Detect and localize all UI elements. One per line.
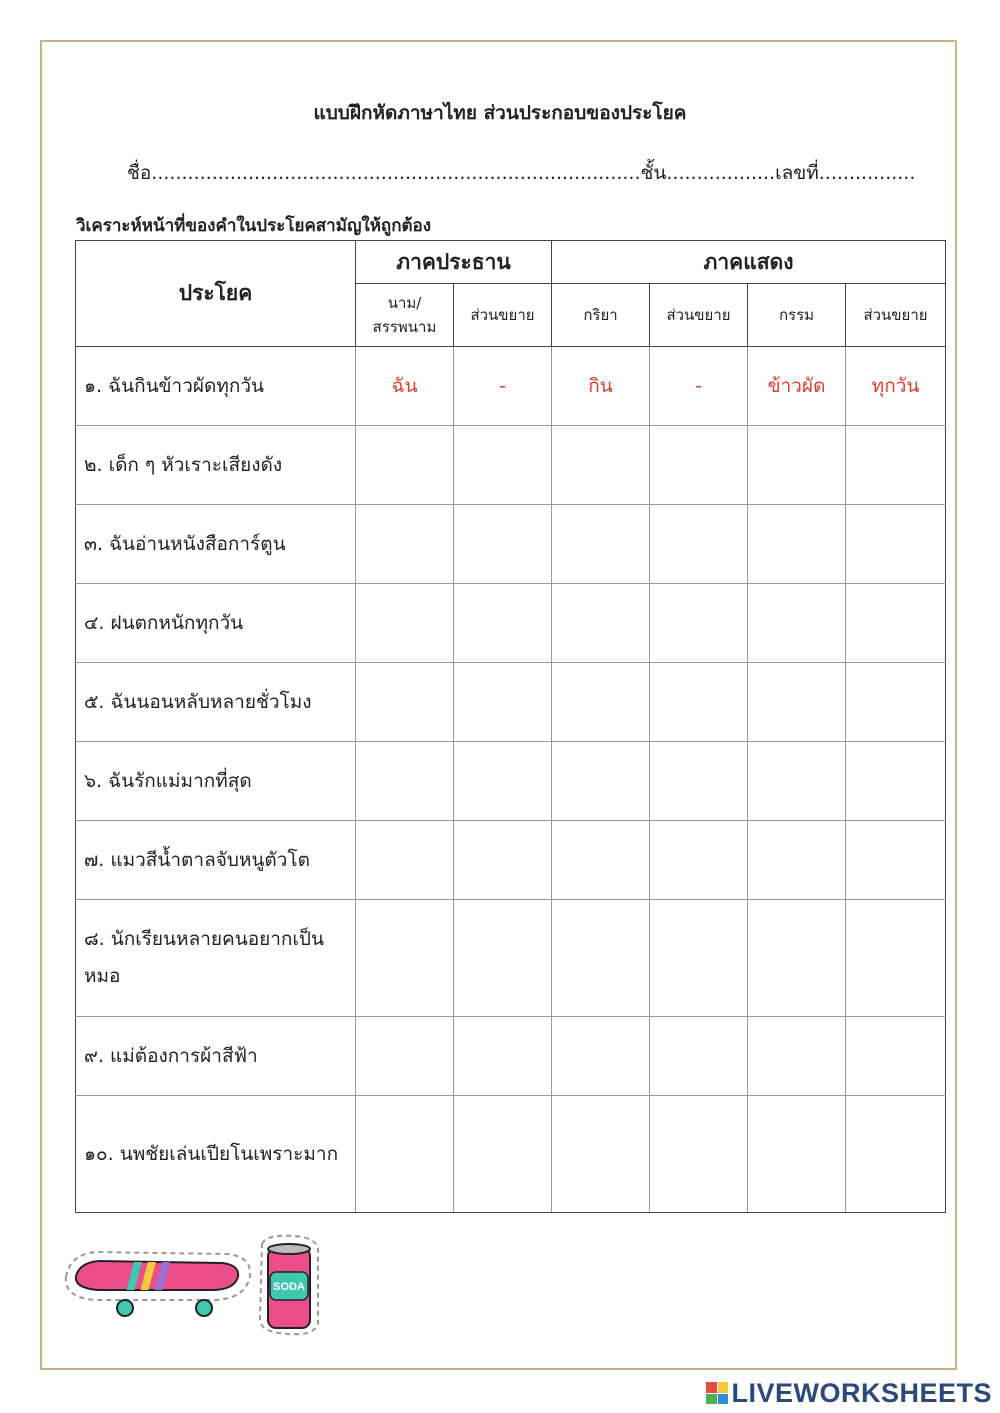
table-row — [76, 1096, 946, 1213]
answer-cell[interactable]: ข้าวผัด — [748, 347, 846, 426]
answer-cell[interactable] — [454, 900, 552, 1017]
answer-cell[interactable] — [454, 505, 552, 584]
answer-cell[interactable] — [846, 663, 946, 742]
answer-cell[interactable] — [650, 742, 748, 821]
answer-cell[interactable] — [454, 584, 552, 663]
answer-cell[interactable] — [846, 1096, 946, 1213]
answer-cell[interactable] — [650, 900, 748, 1017]
answer-cell[interactable] — [748, 584, 846, 663]
sentence-cell: ๑. ฉันกินข้าวผัดทุกวัน — [76, 347, 356, 426]
answer-cell[interactable] — [356, 900, 454, 1017]
liveworksheets-brand: LIVEWORKSHEETS — [731, 1377, 992, 1408]
sentence-cell: ๙. แม่ต้องการผ้าสีฟ้า — [76, 1017, 356, 1096]
answer-cell[interactable] — [748, 663, 846, 742]
answer-cell[interactable]: ฉัน — [356, 347, 454, 426]
answer-cell[interactable] — [650, 1017, 748, 1096]
answer-cell[interactable] — [650, 426, 748, 505]
answer-cell[interactable] — [552, 584, 650, 663]
answer-cell[interactable] — [552, 426, 650, 505]
instruction-text: วิเคราะห์หน้าที่ของคำในประโยคสามัญให้ถูกต้อง — [76, 216, 432, 236]
header-noun-pronoun: นาม/ สรรพนาม — [356, 284, 454, 347]
answer-cell[interactable] — [748, 742, 846, 821]
answer-cell[interactable] — [454, 742, 552, 821]
table-row — [76, 505, 946, 584]
soda-can-icon — [260, 1236, 318, 1335]
answer-cell[interactable] — [552, 900, 650, 1017]
sentence-cell: ๔. ฝนตกหนักทุกวัน — [76, 584, 356, 663]
header-sentence: ประโยค — [76, 241, 356, 347]
answer-cell[interactable] — [454, 1017, 552, 1096]
header-subject-part: ภาคประธาน — [356, 241, 552, 284]
sentence-cell: ๓. ฉันอ่านหนังสือการ์ตูน — [76, 505, 356, 584]
answer-cell[interactable] — [748, 505, 846, 584]
answer-cell[interactable]: - — [454, 347, 552, 426]
answer-cell[interactable] — [748, 426, 846, 505]
table-row — [76, 426, 946, 505]
table-row — [76, 900, 946, 1017]
table-row — [76, 584, 946, 663]
answer-cell[interactable] — [454, 426, 552, 505]
soda-label: SODA — [273, 1281, 305, 1293]
table-row — [76, 1017, 946, 1096]
answer-cell[interactable] — [748, 1017, 846, 1096]
sentence-cell: ๗. แมวสีน้ำตาลจับหนูตัวโต — [76, 821, 356, 900]
answer-cell[interactable] — [846, 584, 946, 663]
answer-cell[interactable]: - — [650, 347, 748, 426]
answer-cell[interactable] — [454, 821, 552, 900]
answer-cell[interactable] — [552, 742, 650, 821]
answer-cell[interactable] — [356, 584, 454, 663]
sentence-cell: ๑๐. นพชัยเล่นเปียโนเพราะมาก — [76, 1096, 356, 1213]
table-row — [76, 663, 946, 742]
answer-cell[interactable] — [552, 821, 650, 900]
answer-cell[interactable] — [846, 1017, 946, 1096]
answer-cell[interactable] — [552, 1017, 650, 1096]
header-verb-modifier: ส่วนขยาย — [650, 284, 748, 347]
answer-cell[interactable] — [356, 663, 454, 742]
answer-cell[interactable] — [356, 426, 454, 505]
answer-cell[interactable] — [748, 900, 846, 1017]
answer-cell[interactable] — [846, 426, 946, 505]
answer-cell[interactable] — [356, 1096, 454, 1213]
liveworksheets-logo[interactable] — [706, 1378, 992, 1408]
answer-cell[interactable] — [650, 663, 748, 742]
table-row — [76, 347, 946, 426]
answer-cell[interactable] — [650, 584, 748, 663]
answer-cell[interactable] — [748, 1096, 846, 1213]
name-class-number-line: ชื่อ.................................................................................ชั้น..................เลขที่................ — [127, 162, 916, 184]
answer-cell[interactable] — [650, 1096, 748, 1213]
worksheet-title: แบบฝึกหัดภาษาไทย ส่วนประกอบของประโยค — [313, 102, 687, 124]
answer-cell[interactable] — [748, 821, 846, 900]
answer-cell[interactable] — [650, 505, 748, 584]
answer-cell[interactable] — [356, 742, 454, 821]
answer-cell[interactable] — [552, 1096, 650, 1213]
sentence-cell: ๘. นักเรียนหลายคนอยากเป็นหมอ — [76, 900, 356, 1017]
answer-cell[interactable] — [552, 505, 650, 584]
table-row — [76, 821, 946, 900]
liveworksheets-grid-icon — [706, 1382, 728, 1404]
answer-cell[interactable] — [356, 821, 454, 900]
answer-cell[interactable] — [552, 663, 650, 742]
answer-cell[interactable]: กิน — [552, 347, 650, 426]
header-object-modifier: ส่วนขยาย — [846, 284, 946, 347]
answer-cell[interactable] — [454, 1096, 552, 1213]
header-subject-modifier: ส่วนขยาย — [454, 284, 552, 347]
sentence-cell: ๖. ฉันรักแม่มากที่สุด — [76, 742, 356, 821]
header-predicate-part: ภาคแสดง — [552, 241, 946, 284]
answer-cell[interactable] — [454, 663, 552, 742]
answer-cell[interactable] — [356, 1017, 454, 1096]
sentence-cell: ๒. เด็ก ๆ หัวเราะเสียงดัง — [76, 426, 356, 505]
answer-cell[interactable] — [846, 505, 946, 584]
analysis-table — [75, 240, 946, 1213]
answer-cell[interactable] — [846, 821, 946, 900]
table-row — [76, 742, 946, 821]
answer-cell[interactable] — [846, 900, 946, 1017]
answer-cell[interactable] — [356, 505, 454, 584]
header-verb: กริยา — [552, 284, 650, 347]
sentence-cell: ๕. ฉันนอนหลับหลายชั่วโมง — [76, 663, 356, 742]
answer-cell[interactable] — [846, 742, 946, 821]
skateboard-icon — [66, 1252, 250, 1316]
header-object: กรรม — [748, 284, 846, 347]
answer-cell[interactable] — [650, 821, 748, 900]
stickers-illustration — [56, 1232, 336, 1342]
answer-cell[interactable]: ทุกวัน — [846, 347, 946, 426]
